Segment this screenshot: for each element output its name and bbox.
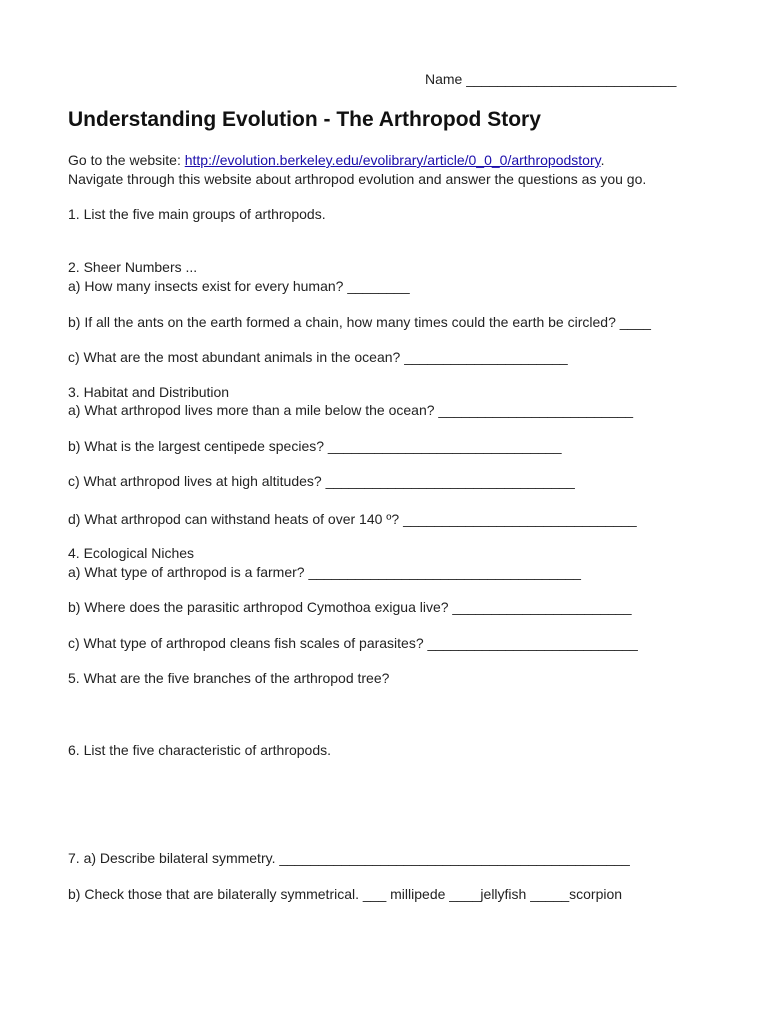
question-5: 5. What are the five branches of the arthropod tree? [68,670,390,686]
question-4-heading: 4. Ecological Niches [68,545,195,561]
question-3d: d) What arthropod can withstand heats of over 140 º? ______________________________ [68,511,637,527]
question-6: 6. List the five characteristic of arthropods. [68,742,332,758]
intro-prefix: Go to the website: [68,152,185,168]
question-4a: a) What type of arthropod is a farmer? ___________________________________ [68,564,581,580]
question-2c: c) What are the most abundant animals in the ocean? _____________________ [68,349,568,365]
website-link[interactable]: http://evolution.berkeley.edu/evolibrary/article/0_0_0/arthropodstory [184,152,601,168]
question-4b: b) Where does the parasitic arthropod Cymothoa exigua live? _______________________ [68,599,632,615]
question-2-heading: 2. Sheer Numbers ... [68,259,198,275]
intro-suffix: . [600,152,605,168]
question-7b: b) Check those that are bilaterally symmetrical. ___ millipede ____jellyfish _____scorpion [68,886,623,902]
question-2b: b) If all the ants on the earth formed a chain, how many times could the earth be circled? ____ [68,314,651,330]
question-7a: 7. a) Describe bilateral symmetry. _____________________________________________ [68,850,630,866]
question-3b: b) What is the largest centipede species? ______________________________ [68,438,562,454]
name-field-line: Name ___________________________ [425,71,677,87]
question-3c: c) What arthropod lives at high altitudes? ________________________________ [68,473,575,489]
question-3a: a) What arthropod lives more than a mile below the ocean? _________________________ [68,402,634,418]
question-4c: c) What type of arthropod cleans fish scales of parasites? ___________________________ [68,635,638,651]
page-title: Understanding Evolution - The Arthropod Story [68,108,541,131]
question-3-heading: 3. Habitat and Distribution [68,384,230,400]
question-1: 1. List the five main groups of arthropods. [68,206,326,222]
question-2a: a) How many insects exist for every human? ________ [68,278,410,294]
intro-instructions: Navigate through this website about arthropod evolution and answer the questions as you go. [68,171,647,187]
intro-website-line [68,151,604,169]
